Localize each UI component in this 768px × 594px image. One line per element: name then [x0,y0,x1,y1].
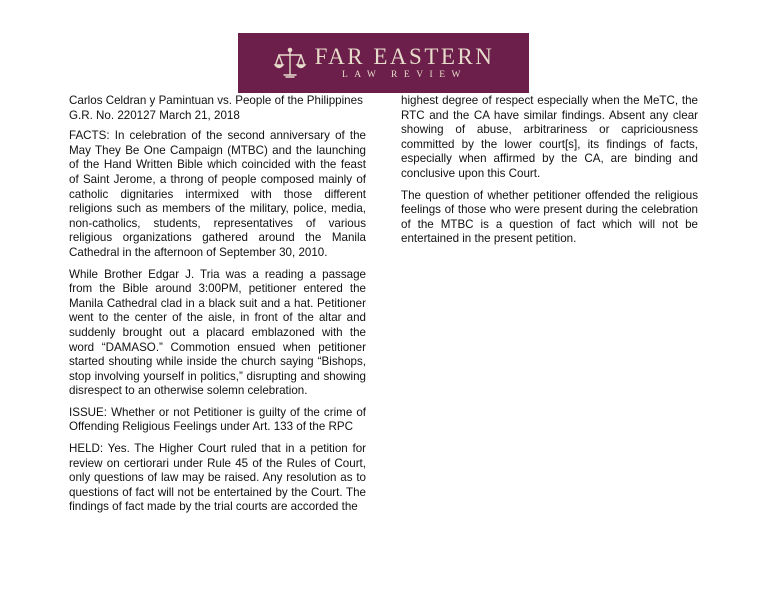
right-column [401,94,698,254]
issue-paragraph: ISSUE: Whether or not Petitioner is guilty of the crime of Offending Religious Feelings under Art. 133 of the RPC [69,405,366,434]
conclusion-paragraph: The question of whether petitioner offended the religious feelings of those who were present during the celebration of the MTBC is a question of fact which will not be entertained in the present petition. [401,188,698,246]
banner-subtitle: LAW REVIEW [341,70,467,80]
left-column [69,94,366,522]
facts-paragraph: FACTS: In celebration of the second anniversary of the May They Be One Campaign (MTBC) and the launching of the Hand Written Bible which coincided with the feast of Saint Jerome, a throng of people composed mainly of catholic dignitaries intermixed with those different religions such as members of the military, police, media, non-catholics, students, representatives of various religious organizations gathered around the Manila Cathedral in the afternoon of September 30, 2010. [69,129,366,259]
case-citation: G.R. No. 220127 March 21, 2018 [69,108,240,122]
far-eastern-law-review-banner [238,33,529,93]
case-title: Carlos Celdran y Pamintuan vs. People of the Philippines [69,94,363,107]
held-paragraph: HELD: Yes. The Higher Court ruled that in a petition for review on certiorari under Rule 45 of the Rules of Court, only questions of law may be raised. Any resolution as to questions of fact will not be entertained by the Court. The findings of fact made by the trial courts are accorded the [69,442,366,514]
facts-paragraph-continued: While Brother Edgar J. Tria was a reading a passage from the Bible around 3:00PM, petitioner entered the Manila Cathedral clad in a black suit and a hat. Petitioner went to the center of the aisle, in front of the altar and suddenly brought out a placard emblazoned with the word “DAMASO.” Commotion ensued when petitioner started shouting while inside the church saying “Bishops, stop involving yourself in politics,” disrupting and showing disrespect to an otherwise solemn celebration. [69,267,366,398]
banner-wordmark [315,45,495,81]
case-header [69,94,366,123]
banner-title: FAR EASTERN [314,44,495,69]
held-paragraph-continued: highest degree of respect especially when the MeTC, the RTC and the CA have similar findings. Absent any clear showing of abuse, arbitrariness or capriciousness committed by the lower court[s], its findings of facts, especially when affirmed by the CA, are binding and conclusive upon this Court. [401,94,698,180]
scales-of-justice-icon [273,46,307,80]
